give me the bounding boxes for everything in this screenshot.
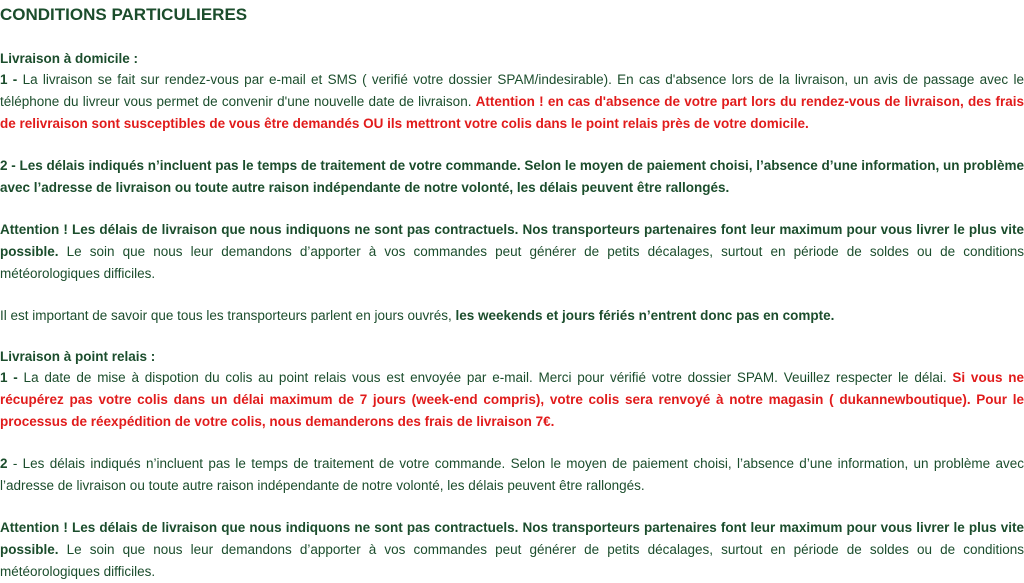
relay-p3-bold: Attention ! Les délais de livraison que nous indiquons ne sont pas contractuels. Nos transporteurs partenaires font leur maximum pour vous livrer le plus vite possible.	[0, 520, 1024, 557]
relay-p1-alert: Si vous ne récupérez pas votre colis dans un délai maximum de 7 jours (week-end compris), votre colis sera renvoyé à notre magasin ( dukannewboutique). Pour le processus de réexpédition de votre colis, nous demanderons des frais de livraison 7€.	[0, 370, 1024, 429]
home-delivery-heading: Livraison à domicile :	[0, 51, 139, 66]
home-p1-number: 1 -	[0, 72, 18, 87]
relay-p1-text: La date de mise à dispotion du colis au point relais vous est envoyée par e-mail. Merci pour vérifié votre dossier SPAM. Veuillez respecter le délai.	[17, 370, 953, 385]
relay-delivery-paragraph-2	[0, 453, 1024, 497]
home-delivery-paragraph-1	[0, 69, 1024, 135]
relay-delivery-heading: Livraison à point relais :	[0, 349, 156, 364]
relay-delivery-paragraph-3	[0, 517, 1024, 583]
home-delivery-paragraph-3	[0, 219, 1024, 285]
home-p3-bold: Attention ! Les délais de livraison que nous indiquons ne sont pas contractuels. Nos transporteurs partenaires font leur maximum pour vous livrer le plus vite possible.	[0, 222, 1024, 259]
home-p1-alert: Attention ! en cas d'absence de votre part lors du rendez-vous de livraison, des frais de relivraison sont susceptibles de vous être demandés OU ils mettront votre colis dans le point relais près de votre domicile.	[0, 94, 1024, 131]
home-p4-text: Il est important de savoir que tous les transporteurs parlent en jours ouvrés,	[0, 308, 456, 323]
home-p4-bold: les weekends et jours fériés n’entrent donc pas en compte.	[455, 308, 835, 323]
home-p3-text: Le soin que nous leur demandons d’apporter à vos commandes peut générer de petits décalages, surtout en période de soldes ou de conditions météorologiques difficiles.	[0, 244, 1024, 281]
relay-delivery-paragraph-1	[0, 367, 1024, 433]
relay-p3-text: Le soin que nous leur demandons d’apporter à vos commandes peut générer de petits décalages, surtout en période de soldes ou de conditions météorologiques difficiles.	[0, 542, 1024, 579]
home-p2-text: 2 - Les délais indiqués n’incluent pas le temps de traitement de votre commande. Selon le moyen de paiement choisi, l’absence d’une information, un problème avec l’adresse de livraison ou toute autre raison indépendante de notre volonté, les délais peuvent être rallongés.	[0, 158, 1024, 195]
home-delivery-paragraph-2	[0, 155, 1024, 199]
relay-p2-text: - Les délais indiqués n’incluent pas le temps de traitement de votre commande. Selon le moyen de paiement choisi, l’absence d’une information, un problème avec l’adresse de livraison ou toute autre raison indépendante de notre volonté, les délais peuvent être rallongés.	[0, 456, 1024, 493]
relay-p1-number: 1 -	[0, 370, 18, 385]
relay-p2-number: 2	[0, 456, 8, 471]
home-p1-text: La livraison se fait sur rendez-vous par e-mail et SMS ( verifié votre dossier SPAM/indesirable). En cas d'absence lors de la livraison, un avis de passage avec le téléphone du livreur vous permet de convenir d'une nouvelle date de livraison.	[0, 72, 1024, 109]
home-delivery-paragraph-4	[0, 305, 1024, 327]
page-title: CONDITIONS PARTICULIERES	[0, 5, 248, 24]
